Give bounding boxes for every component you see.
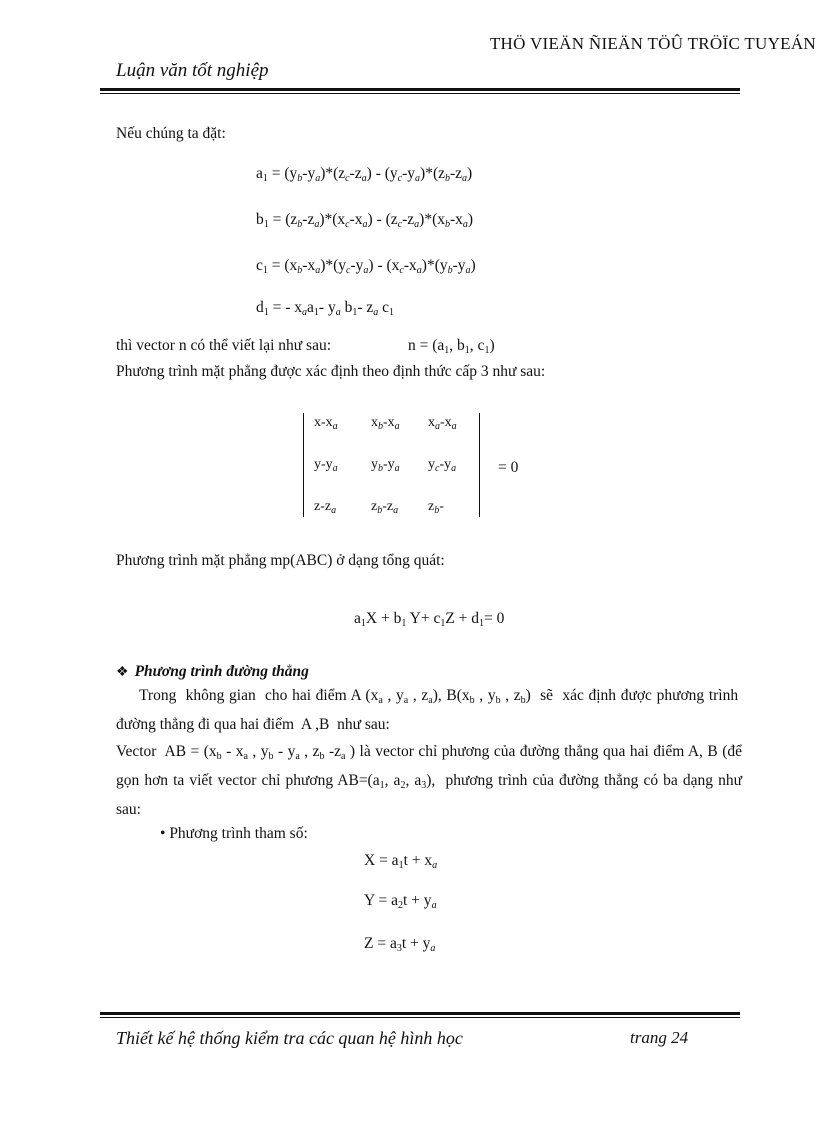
bullet-dot-icon: • (160, 825, 166, 842)
determinant-intro: Phương trình mặt phẳng được xác định theo định thức cấp 3 như sau: (116, 363, 546, 380)
param-eq-z: $Z = a_3t + y_a$ (364, 935, 436, 954)
det-cell: $x_a-x_a$ (428, 415, 457, 432)
equation-d1: $d_1$ = - $x_aa_1-$ $y_a$ $b_1-$ $z_a$ $c_1$ (256, 299, 395, 318)
equation-a1: $a_1 = (y_b-y_a)*(z_c-z_a) - (y_c-y_a)*(z_b-z_a)$ (256, 165, 473, 184)
vector-line-text: thì vector n có thể viết lại như sau: (116, 337, 332, 354)
site-title: THÖ VIEÄN ÑIEÄN TÖÛ TRÖÏC TUYEÁN (489, 34, 816, 53)
det-cell: $y_c-y_a$ (428, 457, 457, 474)
bullet-item (160, 822, 308, 846)
det-cell: $x_b-x_a$ (371, 415, 400, 432)
equation-b1: $b_1 = (z_b-z_a)*(x_c-x_a) - (z_c-z_a)*(x_b-x_a)$ (256, 211, 474, 230)
vector-n-formula: $n = (a_1$, $b_1$, $c_1$) (408, 337, 495, 356)
determinant-rhs: = 0 (498, 459, 519, 476)
footer-rule-thin (100, 1017, 740, 1018)
det-cell: $x-x_a$ (314, 415, 338, 432)
paragraph-two-points: Trong không gian cho hai điểm A ($x_a$ , $y_a$ , $z_a$), $B(x_b$ , $y_b$ , $z_b$) sẽ xác định được phương trình đường thẳng đi qua hai điểm A ,B như sau: (116, 687, 742, 733)
bullet-text: Phương trình tham số: (169, 825, 308, 842)
section-heading-text: Phương trình đường thẳng (134, 663, 309, 680)
footer-title: Thiết kế hệ thống kiểm tra các quan hệ hình học (116, 1028, 463, 1048)
diamond-bullet-icon: ❖ (116, 665, 129, 680)
section-heading (116, 660, 309, 685)
general-equation: $a_1X + b_1$ $Y+ c_1Z + d_1= 0$ (354, 610, 505, 629)
determinant-matrix (303, 413, 480, 517)
det-cell: $z_b-z_a$ (371, 499, 399, 516)
header-rule-thick (100, 88, 740, 91)
document-type: Luận văn tốt nghiệp (116, 60, 269, 81)
param-eq-y: $Y = a_2t + y_a$ (364, 892, 437, 911)
page-number: trang 24 (630, 1028, 689, 1047)
det-cell: $y-y_a$ (314, 457, 338, 474)
header-rule-thin (100, 93, 740, 94)
equation-c1: $c_1 = (x_b-x_a)*(y_c-y_a) - (x_c-x_a)*(y_b-y_a)$ (256, 257, 476, 276)
general-form-intro: Phương trình mặt phẳng mp(ABC) ở dạng tổng quát: (116, 552, 445, 569)
det-cell: $z-z_a$ (314, 499, 337, 516)
det-cell: $y_b-y_a$ (371, 457, 400, 474)
footer-rule-thick (100, 1012, 740, 1015)
param-eq-x: $X = a_1t + x_a$ (364, 852, 438, 871)
paragraph-direction-vector: Vector AB = ($x_b - x_a$ , $y_b - y_a$ , $z_b$ $-z_a$ ) là vector chỉ phương của đường thẳng qua hai điểm A, B (để gọn hơn ta viết vector chỉ phương $AB=(a_1$, $a_2$, $a_3$), phương trình của đường thẳng có ba dạng như sau: (116, 743, 742, 818)
intro-text: Nếu chúng ta đặt: (116, 125, 226, 142)
det-cell: $z_b-$ (428, 499, 444, 516)
